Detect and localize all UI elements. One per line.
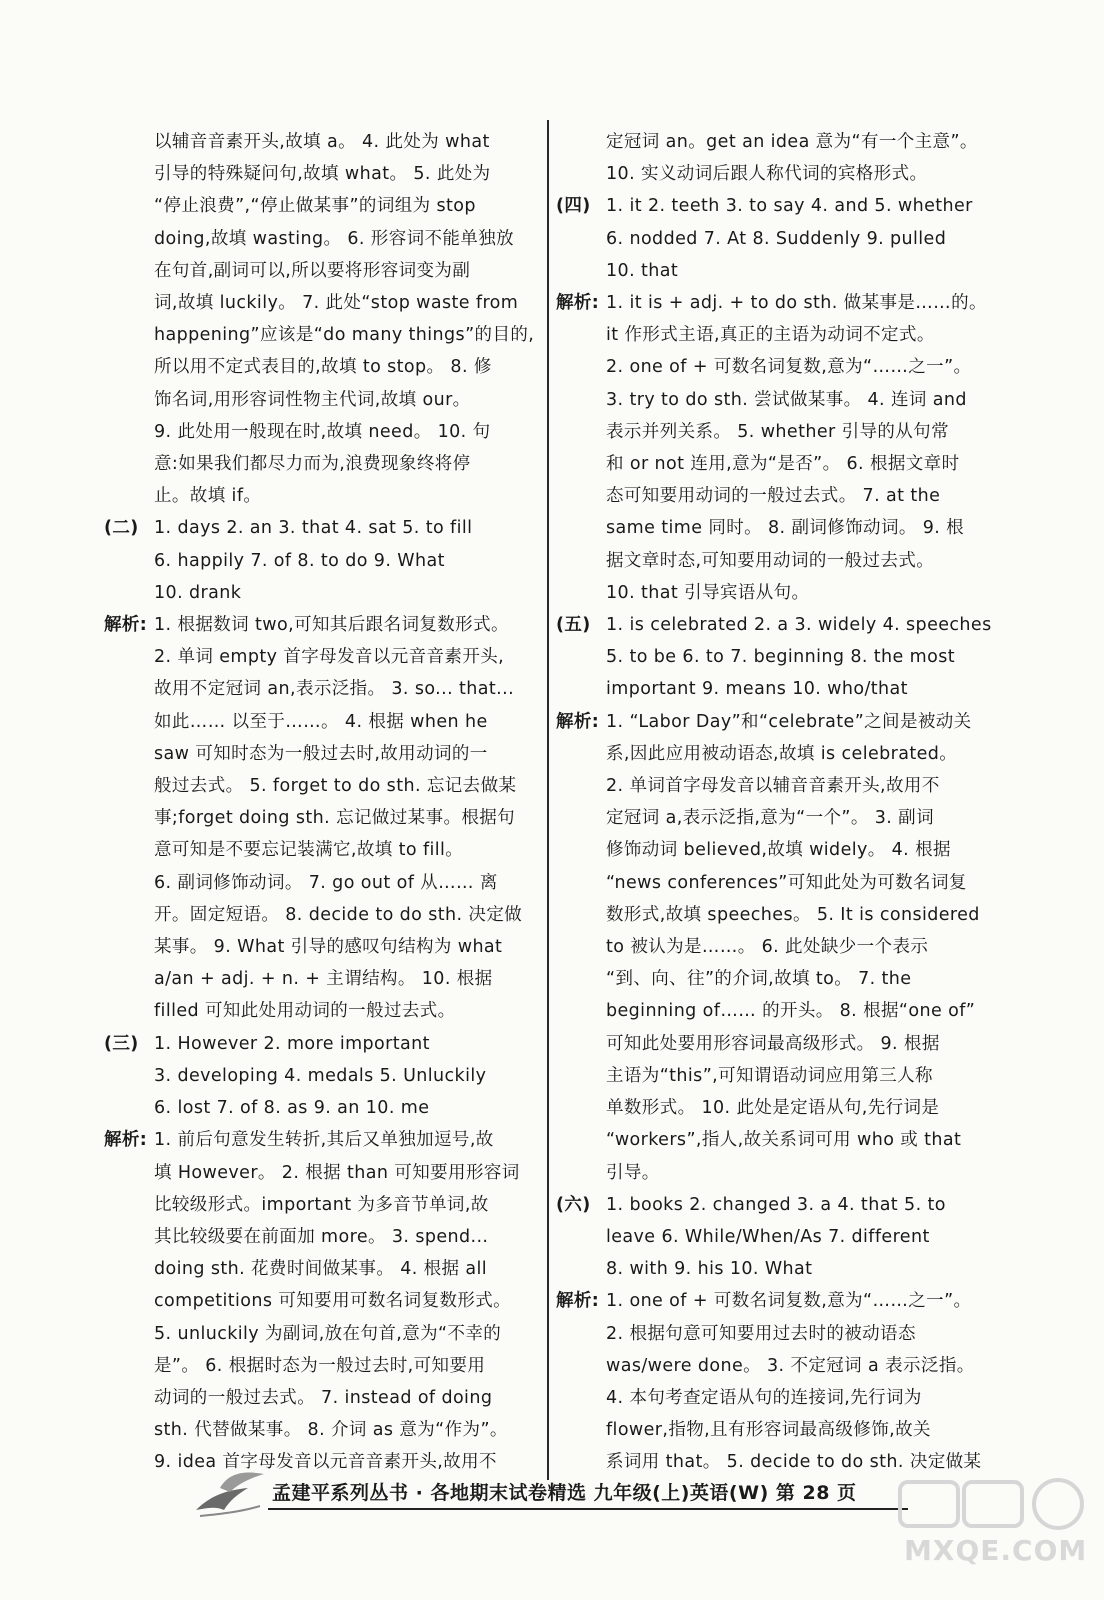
analysis-line: same time 同时。 8. 副词修饰动词。 9. 根 <box>606 518 965 539</box>
answer-line: 1. it 2. teeth 3. to say 4. and 5. whether <box>606 196 973 217</box>
footer-rule <box>268 1508 908 1510</box>
answer-line: 1. books 2. changed 3. a 4. that 5. to <box>606 1194 946 1215</box>
analysis-line: 2. one of + 可数名词复数,意为“……之一”。 <box>606 357 972 378</box>
answer-line: leave 6. While/When/As 7. different <box>606 1226 930 1247</box>
analysis-line: 1. one of + 可数名词复数,意为“……之一”。 <box>606 1291 972 1312</box>
analysis-line: to 被认为是……。 6. 此处缺少一个表示 <box>606 937 929 958</box>
text-line: 定冠词 an。get an idea 意为“有一个主意”。 <box>606 132 978 152</box>
analysis-line: 其比较级要在前面加 more。 3. spend... <box>154 1226 489 1247</box>
answer-line: 5. to be 6. to 7. beginning 8. the most <box>606 647 956 668</box>
analysis-line: 系,因此应用被动语态,故填 is celebrated。 <box>606 743 958 764</box>
answer-line: 6. nodded 7. At 8. Suddenly 9. pulled <box>606 228 947 249</box>
text-line: happening”应该是“do many things”的目的, <box>154 325 535 346</box>
left-column <box>104 126 542 1479</box>
section-tag: (四) <box>556 196 591 217</box>
analysis-tag: 解析: <box>104 1130 148 1151</box>
analysis-line: saw 可知时态为一般过去时,故用动词的一 <box>154 743 488 764</box>
analysis-line: “workers”,指人,故关系词可用 who 或 that <box>606 1130 962 1151</box>
text-line: 9. 此处用一般现在时,故填 need。 10. 句 <box>154 421 491 442</box>
left-intro <box>104 126 542 512</box>
analysis-line: it 作形式主语,真正的主语为动词不定式。 <box>606 325 935 346</box>
analysis-line: 5. unluckily 为副词,放在句首,意为“不幸的 <box>154 1323 502 1344</box>
text-line: 止。故填 if。 <box>154 486 262 507</box>
bird-logo-icon <box>190 1466 270 1526</box>
analysis-line: 10. that 引导宾语从句。 <box>606 582 810 603</box>
right-column <box>556 126 994 1479</box>
analysis-line: filled 可知此处用动词的一般过去式。 <box>154 1001 456 1022</box>
analysis-line: 如此…… 以至于……。 4. 根据 when he <box>154 711 488 732</box>
section-3-analysis <box>104 1124 542 1478</box>
analysis-line: “到、向、往”的介词,故填 to。 7. the <box>606 969 912 990</box>
analysis-line: 表示并列关系。 5. whether 引导的从句常 <box>606 421 949 442</box>
analysis-line: competitions 可知要用可数名词复数形式。 <box>154 1291 512 1312</box>
answer-line: 6. happily 7. of 8. to do 9. What <box>154 550 445 571</box>
answer-line: 10. drank <box>154 582 242 603</box>
section-5-answers <box>556 609 994 706</box>
analysis-line: 意可知是不要忘记装满它,故填 to fill。 <box>154 840 464 861</box>
column-divider <box>547 120 549 1480</box>
analysis-tag: 解析: <box>104 615 148 636</box>
section-4-answers <box>556 190 994 287</box>
text-line: 饰名词,用形容词性物主代词,故填 our。 <box>154 389 471 410</box>
analysis-line: 填 However。 2. 根据 than 可知要用形容词 <box>154 1162 520 1183</box>
analysis-line: 比较级形式。important 为多音节单词,故 <box>154 1194 489 1215</box>
section-5-analysis <box>556 706 994 1189</box>
analysis-line: 修饰动词 believed,故填 widely。 4. 根据 <box>606 840 951 861</box>
section-tag: (五) <box>556 615 591 636</box>
footer-title: 孟建平系列丛书 · 各地期末试卷精选 九年级(上)英语(W) 第 28 页 <box>272 1482 857 1504</box>
analysis-tag: 解析: <box>556 293 600 314</box>
analysis-line: 动词的一般过去式。 7. instead of doing <box>154 1387 493 1408</box>
text-line: 以辅音音素开头,故填 a。 4. 此处为 what <box>154 132 490 152</box>
analysis-line: 事;forget doing sth. 忘记做过某事。根据句 <box>154 808 516 829</box>
analysis-line: 引导。 <box>606 1162 660 1183</box>
analysis-line: 1. it is + adj. + to do sth. 做某事是……的。 <box>606 293 987 314</box>
analysis-line: was/were done。 3. 不定冠词 a 表示泛指。 <box>606 1355 975 1376</box>
analysis-line: 1. “Labor Day”和“celebrate”之间是被动关 <box>606 711 972 732</box>
section-tag: (六) <box>556 1194 591 1215</box>
text-line: 引导的特殊疑问句,故填 what。 5. 此处为 <box>154 164 491 185</box>
answer-line: important 9. means 10. who/that <box>606 679 908 700</box>
analysis-line: 般过去式。 5. forget to do sth. 忘记去做某 <box>154 776 517 797</box>
analysis-line: 主语为“this”,可知谓语动词应用第三人称 <box>606 1065 933 1086</box>
analysis-line: 定冠词 a,表示泛指,意为“一个”。 3. 副词 <box>606 808 934 829</box>
section-6-analysis <box>556 1285 994 1478</box>
analysis-line: 4. 本句考查定语从句的连接词,先行词为 <box>606 1387 922 1408</box>
analysis-line: 2. 单词首字母发音以辅音音素开头,故用不 <box>606 776 940 797</box>
section-2-analysis <box>104 609 542 1028</box>
section-3-answers <box>104 1028 542 1125</box>
analysis-line: 2. 单词 empty 首字母发音以元音音素开头, <box>154 647 505 668</box>
section-6-answers <box>556 1189 994 1286</box>
watermark-text: MXQE.COM <box>904 1534 1088 1567</box>
analysis-tag: 解析: <box>556 711 600 732</box>
section-2-answers <box>104 512 542 609</box>
analysis-line: 是”。 6. 根据时态为一般过去时,可知要用 <box>154 1355 486 1376</box>
text-line: “停止浪费”,“停止做某事”的词组为 stop <box>154 196 476 217</box>
analysis-line: 6. 副词修饰动词。 7. go out of 从…… 离 <box>154 872 498 893</box>
answer-line: 6. lost 7. of 8. as 9. an 10. me <box>154 1098 430 1119</box>
text-line: doing,故填 wasting。 6. 形容词不能单独放 <box>154 228 515 249</box>
analysis-line: 可知此处要用形容词最高级形式。 9. 根据 <box>606 1033 940 1054</box>
answer-line: 8. with 9. his 10. What <box>606 1259 813 1280</box>
answer-line: 3. developing 4. medals 5. Unluckily <box>154 1065 487 1086</box>
page-footer <box>0 1476 1104 1586</box>
analysis-line: “news conferences”可知此处为可数名词复 <box>606 872 967 893</box>
analysis-line: 3. try to do sth. 尝试做某事。 4. 连词 and <box>606 389 967 410</box>
answer-line: 1. However 2. more important <box>154 1033 430 1054</box>
analysis-line: 2. 根据句意可知要用过去时的被动语态 <box>606 1323 916 1344</box>
analysis-line: 据文章时态,可知要用动词的一般过去式。 <box>606 550 935 571</box>
analysis-line: doing sth. 花费时间做某事。 4. 根据 all <box>154 1259 488 1280</box>
text-line: 意:如果我们都尽力而为,浪费现象终将停 <box>154 454 471 475</box>
answer-line: 1. is celebrated 2. a 3. widely 4. speeches <box>606 615 992 636</box>
right-intro <box>556 126 994 190</box>
analysis-line: sth. 代替做某事。 8. 介词 as 意为“作为”。 <box>154 1420 508 1441</box>
analysis-line: 单数形式。 10. 此处是定语从句,先行词是 <box>606 1098 940 1119</box>
analysis-line: a/an + adj. + n. + 主谓结构。 10. 根据 <box>154 969 493 990</box>
analysis-line: 1. 前后句意发生转折,其后又单独加逗号,故 <box>154 1130 494 1151</box>
analysis-line: 9. idea 首字母发音以元音音素开头,故用不 <box>154 1452 497 1473</box>
analysis-line: 某事。 9. What 引导的感叹句结构为 what <box>154 937 503 958</box>
text-line: 词,故填 luckily。 7. 此处“stop waste from <box>154 293 519 314</box>
analysis-line: 数形式,故填 speeches。 5. It is considered <box>606 904 980 925</box>
analysis-line: 故用不定冠词 an,表示泛指。 3. so... that... <box>154 679 515 700</box>
text-line: 在句首,副词可以,所以要将形容词变为副 <box>154 260 471 281</box>
section-tag: (二) <box>104 518 139 539</box>
analysis-tag: 解析: <box>556 1291 600 1312</box>
answer-line: 10. that <box>606 260 679 281</box>
analysis-line: 和 or not 连用,意为“是否”。 6. 根据文章时 <box>606 454 960 475</box>
analysis-line: 系词用 that。 5. decide to do sth. 决定做某 <box>606 1452 982 1473</box>
analysis-line: 态可知要用动词的一般过去式。 7. at the <box>606 486 941 507</box>
text-line: 所以用不定式表目的,故填 to stop。 8. 修 <box>154 357 492 378</box>
section-4-analysis <box>556 287 994 609</box>
text-line: 10. 实义动词后跟人称代词的宾格形式。 <box>606 164 928 185</box>
answer-line: 1. days 2. an 3. that 4. sat 5. to fill <box>154 518 473 539</box>
analysis-line: beginning of…… 的开头。 8. 根据“one of” <box>606 1001 976 1022</box>
section-tag: (三) <box>104 1033 139 1054</box>
analysis-line: 开。固定短语。 8. decide to do sth. 决定做 <box>154 904 523 925</box>
analysis-line: flower,指物,且有形容词最高级修饰,故关 <box>606 1420 931 1441</box>
analysis-line: 1. 根据数词 two,可知其后跟名词复数形式。 <box>154 615 509 636</box>
